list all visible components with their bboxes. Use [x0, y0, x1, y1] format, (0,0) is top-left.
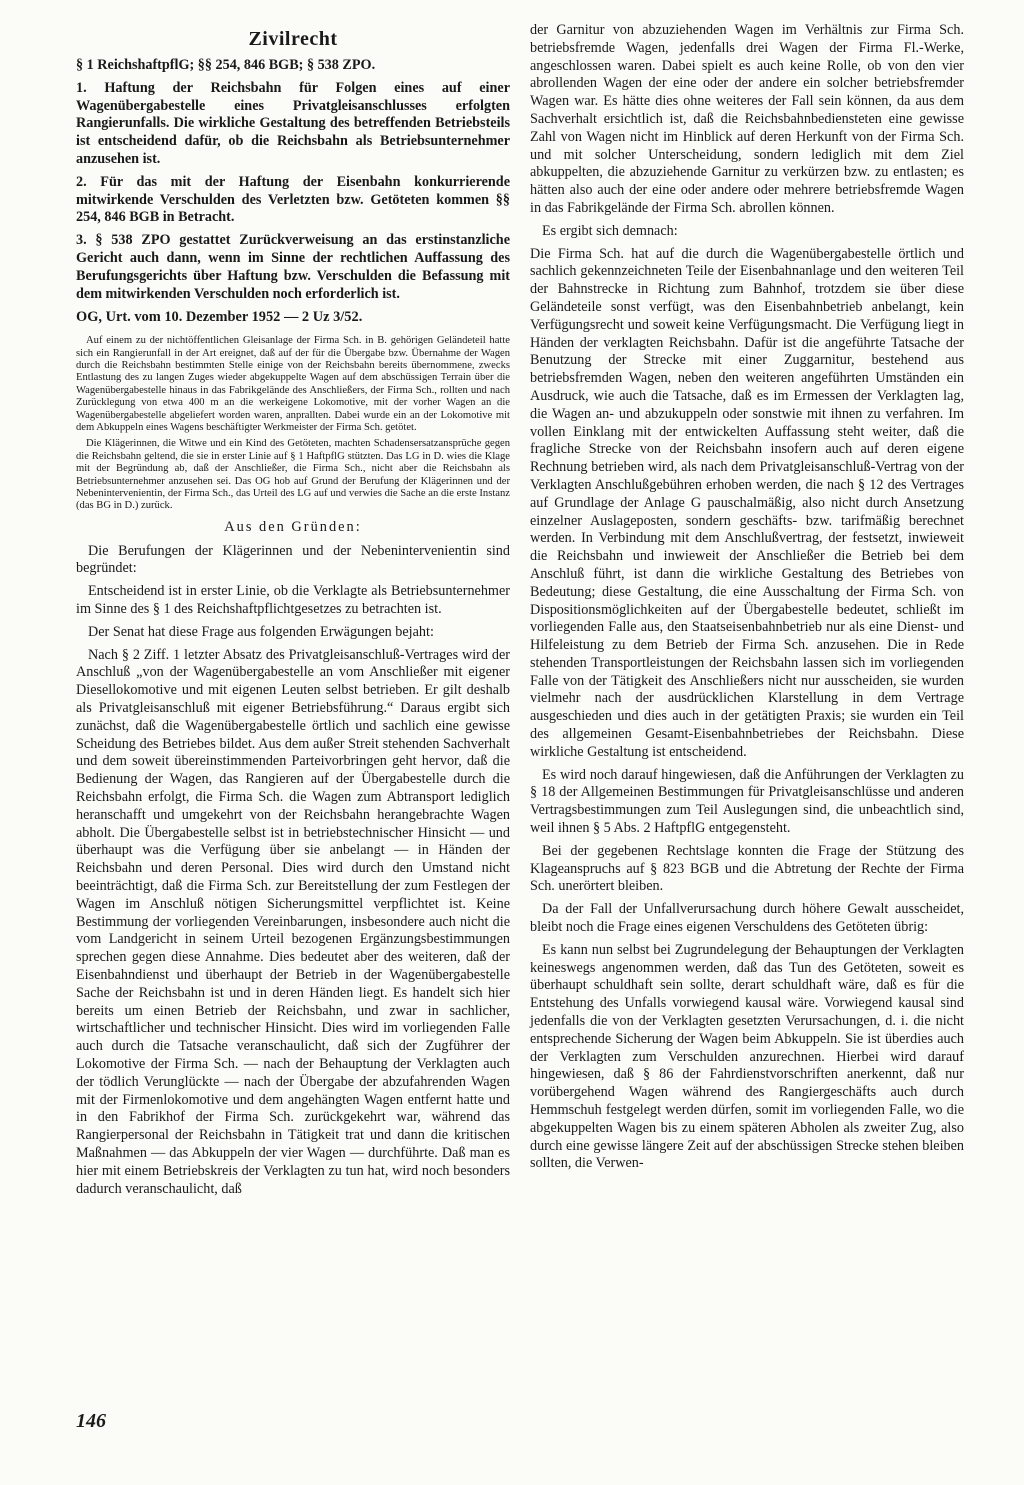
- right-column: [530, 22, 964, 1203]
- left-column: [76, 22, 510, 1203]
- headnote-2: 2. Für das mit der Haftung der Eisenbahn konkurrierende mitwirkende Verschulden des Verletzten bzw. Getöteten kommen §§ 254, 846 BGB in Betracht.: [76, 173, 510, 226]
- law-reference: § 1 ReichshaftpflG; §§ 254, 846 BGB; § 538 ZPO.: [76, 57, 376, 73]
- body-paragraph: Die Berufungen der Klägerinnen und der Nebenintervenientin sind begründet:: [76, 542, 510, 577]
- two-column-layout: [76, 22, 972, 1203]
- headnote-3: 3. § 538 ZPO gestattet Zurückverweisung an das erstinstanzliche Gericht auch dann, wenn im Sinne der rechtlichen Auffassung des Berufungsgerichts über Haftung bzw. Verschulden die Befassung mit dem mitwirkenden Verschulden noch erforderlich ist.: [76, 232, 510, 302]
- page-number: 146: [76, 1410, 106, 1432]
- body-paragraph: Bei der gegebenen Rechtslage konnten die Frage der Stützung des Klageanspruchs auf § 823 BGB und die Abtretung der Rechte der Firma Sch. unerörtert bleiben.: [530, 842, 964, 895]
- section-title: Zivilrecht: [248, 28, 338, 50]
- body-paragraph: Es ergibt sich demnach:: [542, 222, 678, 239]
- body-paragraph: Es kann nun selbst bei Zugrundelegung der Behauptungen der Verklagten keineswegs angenommen werden, daß das Tun des Getöteten, soweit es überhaupt schuldhaft sein sollte, derart schuldhaft wäre, daß es für die Entstehung des Unfalls vorwiegend kausal wäre. Vorwiegend kausal sind jedenfalls die von der Verklagten gesetzten Verursachungen, d. i. die nicht entsprechende Sicherung der Wagen beim Abkuppeln. Sie ist überdies auch der Verklagten zum Verschulden anzurechnen. Hierbei wird darauf hingewiesen, daß § 86 der Fahrdienstvorschriften anerkennt, daß nur vorübergehend Wagen während des Rangiergeschäfts auch durch Hemmschuh festgelegt werden dürfen, somit im vorliegenden Falle, wo die abgekuppelten Wagen bis zu einem späteren Abholen als zweiter Zug, also durch eine gewisse längere Zeit auf der abschüssigen Strecke stehen bleiben sollten, die Verwen-: [530, 941, 964, 1172]
- court-citation: OG, Urt. vom 10. Dezember 1952 — 2 Uz 3/52.: [76, 309, 363, 326]
- headnote-1: 1. Haftung der Reichsbahn für Folgen eines auf einer Wagenübergabestelle eines Privatgleisanschlusses erfolgten Rangierunfalls. Die wirkliche Gestaltung des betreffenden Betriebsteils ist entscheidend dafür, ob die Reichsbahn als Betriebsunternehmer anzusehen ist.: [76, 79, 510, 167]
- reasons-heading: Aus den Gründen:: [224, 518, 362, 535]
- facts-paragraph-1: Auf einem zu der nichtöffentlichen Gleisanlage der Firma Sch. in B. gehörigen Geländeteil hatte sich ein Rangierunfall in der Art ereignet, daß auf der für die Übergabe bzw. Übernahme der Wagen durch die Reichsbahn bestimmten Stelle einige von der Reichsbahn bereits übernommene, zwecks Entlastung des zu langen Zuges wieder abgekuppelte Wagen auf dem abschüssigen Terrain über die Wagenübergabestelle hinaus in das Fabrikgelände des Anschließers, der Firma Sch., rollten und nach Zurücklegung von etwa 400 m an die werkeigene Lokomotive, mit der vorher Wagen an die Wagenübergabestelle abgeliefert worden waren, anprallten. Dabei wurde ein an der Lokomotive mit dem Abkuppeln eines Wagens beschäftigter Werkmeister der Firma Sch. getötet.: [76, 335, 510, 433]
- body-paragraph: Es wird noch darauf hingewiesen, daß die Anführungen der Verklagten zu § 18 der Allgemeinen Bestimmungen für Privatgleisanschlüsse und anderen Vertragsbestimmungen zum Teil Auslegungen sind, die unbeachtlich sind, weil ihnen § 5 Abs. 2 HaftpflG entgegensteht.: [530, 766, 964, 837]
- body-paragraph: Nach § 2 Ziff. 1 letzter Absatz des Privatgleisanschluß-Vertrages wird der Anschluß „von der Wagenübergabestelle an vom Anschließer mit eigener Diesellokomotive und mit eigenen Leuten selbst betrieben. Er gilt deshalb als Privatgleisanschluß mit eigener Betriebsführung.“ Daraus ergibt sich zunächst, daß die Wagenübergabestelle örtlich und sachlich eine gewisse Scheidung des Betriebes bildet. Aus dem außer Streit stehenden Sachverhalt und dem soweit übereinstimmenden Parteivorbringen geht hervor, daß die Bedienung der Wagen, das Rangieren auf der Übergabestelle durch die Reichsbahn erfolgt, die Firma Sch. die Wagen zum Abtransport lediglich heranschafft und umgekehrt von der Reichsbahn herangebrachte Wagen abholt. Die Übergabestelle selbst ist in betriebstechnischer Hinsicht — und überhaupt was die Verfügung über sie anbelangt — in Händen der Reichsbahn und deren Personal. Dies wird durch den Umstand nicht beeinträchtigt, daß die Firma Sch. zur Bereitstellung der zum Festlegen der Wagen im Anschluß nötigen Sicherungsmittel verpflichtet ist. Keine Bestimmung der vorliegenden Vereinbarungen, insbesondere auch nicht die vom Landgericht in seinem Urteil bezogenen Ergänzungsbestimmungen sprechen gegen diese Annahme. Dies bedeutet aber des weiteren, daß der Eisenbahndienst und überhaupt der Betrieb in der Wagenübergabestelle Sache der Reichsbahn ist und in deren Händen liegt. Es handelt sich hier bereits um einen Betrieb der Reichsbahn, und zwar in sachlicher, wirtschaftlicher und technischer Hinsicht. Dies wird im vorliegenden Falle auch durch die Tatsache veranschaulicht, daß sich der Zugführer der Lokomotive der Firma Sch. — nach der Behauptung der Verklagten auch der tödlich Verunglückte — nach der Übergabe der abzufahrenden Wagen mit der Firmenlokomotive und dem angehängten Wagen entfernt hatte und in den Fabrikhof der Firma Sch. zurückgekehrt war, während das Rangierpersonal der Reichsbahn in Tätigkeit trat und dann die kritischen Maßnahmen — das Abkuppeln der vier Wagen — durchführte. Daß man es hier mit einem Betriebskreis der Verklagten zu tun hat, wird noch besonders dadurch veranschaulicht, daß: [76, 646, 510, 1197]
- body-paragraph: Entscheidend ist in erster Linie, ob die Verklagte als Betriebsunternehmer im Sinne des § 1 des Reichshaftpflichtgesetzes zu betrachten ist.: [76, 583, 510, 618]
- body-paragraph: Der Senat hat diese Frage aus folgenden Erwägungen bejaht:: [88, 623, 434, 640]
- body-paragraph: der Garnitur von abzuziehenden Wagen im Verhältnis zur Firma Sch. betriebsfremde Wagen, jedenfalls drei Wagen der Firma Fl.-Werke, angeschlossen waren. Dabei spielt es auch keine Rolle, ob von den vier abrollenden Wagen der eine oder der andere ein solcher betriebsfremder Wagen war. Es hätte dies ohne weiteres der Fall sein können, da aus dem Sachverhalt ersichtlich ist, daß die Reichsbahnbediensteten eine gewisse Zahl von Wagen nicht im Hinblick auf deren Herkunft von der Firma Sch. und mit solcher Unterscheidung, sondern lediglich mit dem Ziel abkuppelten, die abzuziehende Garnitur zu verkürzen bzw. zu entlasten; es hätten also auch der eine oder andere oder mehrere betriebsfremde Wagen in das Fabrikgelände der Firma Sch. abrollen können.: [530, 22, 964, 216]
- body-paragraph: Die Firma Sch. hat auf die durch die Wagenübergabestelle örtlich und sachlich gekennzeichneten Teile der Eisenbahnanlage und den weiteren Teil der Bahnstrecke in Richtung zum Bahnhof, trotzdem sie über diese Geländeteile sonst verfügt, was den Eisenbahnbetrieb anbelangt, kein Verfügungsrecht und soweit keine Verfügungsmacht. Die Verfügung liegt in Händen der verklagten Reichsbahn. Dafür ist die angeführte Tatsache der Benutzung der Strecke mit einer Zuggarnitur, bestehend aus betriebsfremden Wagen, neben den weiteren angeführten Umständen ein Ausdruck, wie auch die Tatsache, daß es im Ermessen der Verklagten lag, die Wagen an- und abzukuppeln oder sonstwie mit ihnen zu verfahren. Im vollen Einklang mit der entwickelten Auffassung steht weiter, daß die fragliche Strecke von der Reichsbahn insofern auch auf deren eigene Rechnung betrieben wird, als nach dem Privatgleisanschluß-Vertrag von der Verklagten Anschlußgebühren erhoben werden, die nach § 12 des Vertrages auf Grundlage der Anlage G pauschalmäßig, also nicht durch Ansetzung einzelner Auslageposten, sondern geschäfts- bzw. tarifmäßig berechnet werden. In Verbindung mit dem Anschlußvertrag, der festsetzt, inwieweit die Reichsbahn und inwieweit der Anschließer die Betrieb bei dem Anschluß führt, ist dann die wirkliche Gestaltung des Betriebes von Bedeutung; diese Gestaltung, die eine Ausschaltung der Firma Sch. von Dispositionsmöglichkeiten auf der Übergabestelle bedeutet, schließt im vorliegenden Falle aus, den Staatseisenbahnbetrieb nur als eine Dienst- und Hilfeleistung zu dem Betrieb der Firma Sch. anzusehen. Die in Rede stehenden Transportleistungen der Reichsbahn lassen sich im vorliegenden Falle von der Tätigkeit des Anschließers nicht nur ausscheiden, sie wurden vielmehr nach der ausdrücklichen Klarstellung in dem Vertrage ausgeschieden und dies auch in der getätigten Praxis; sie wurden ein Teil des allgemeinen Gesamt-Eisenbahnbetriebes der Reichsbahn. Diese wirkliche Gestaltung ist entscheidend.: [530, 245, 964, 760]
- body-paragraph: Da der Fall der Unfallverursachung durch höhere Gewalt ausscheidet, bleibt noch die Frage eines eigenen Verschuldens des Getöteten übrig:: [530, 901, 964, 936]
- facts-paragraph-2: Die Klägerinnen, die Witwe und ein Kind des Getöteten, machten Schadensersatzansprüche gegen die Reichsbahn geltend, die sie in erster Linie auf § 1 HaftpflG stützten. Das LG in D. wies die Klage mit der Begründung ab, daß der Anschließer, die Firma Sch., nicht aber die Reichsbahn als Betriebsunternehmer anzusehen sei. Das OG hob auf Grund der Berufung der Klägerinnen und der Nebenintervenientin, der Firma Sch., das Urteil des LG auf und verwies die Sache an die erste Instanz (das BG in D.) zurück.: [76, 438, 510, 512]
